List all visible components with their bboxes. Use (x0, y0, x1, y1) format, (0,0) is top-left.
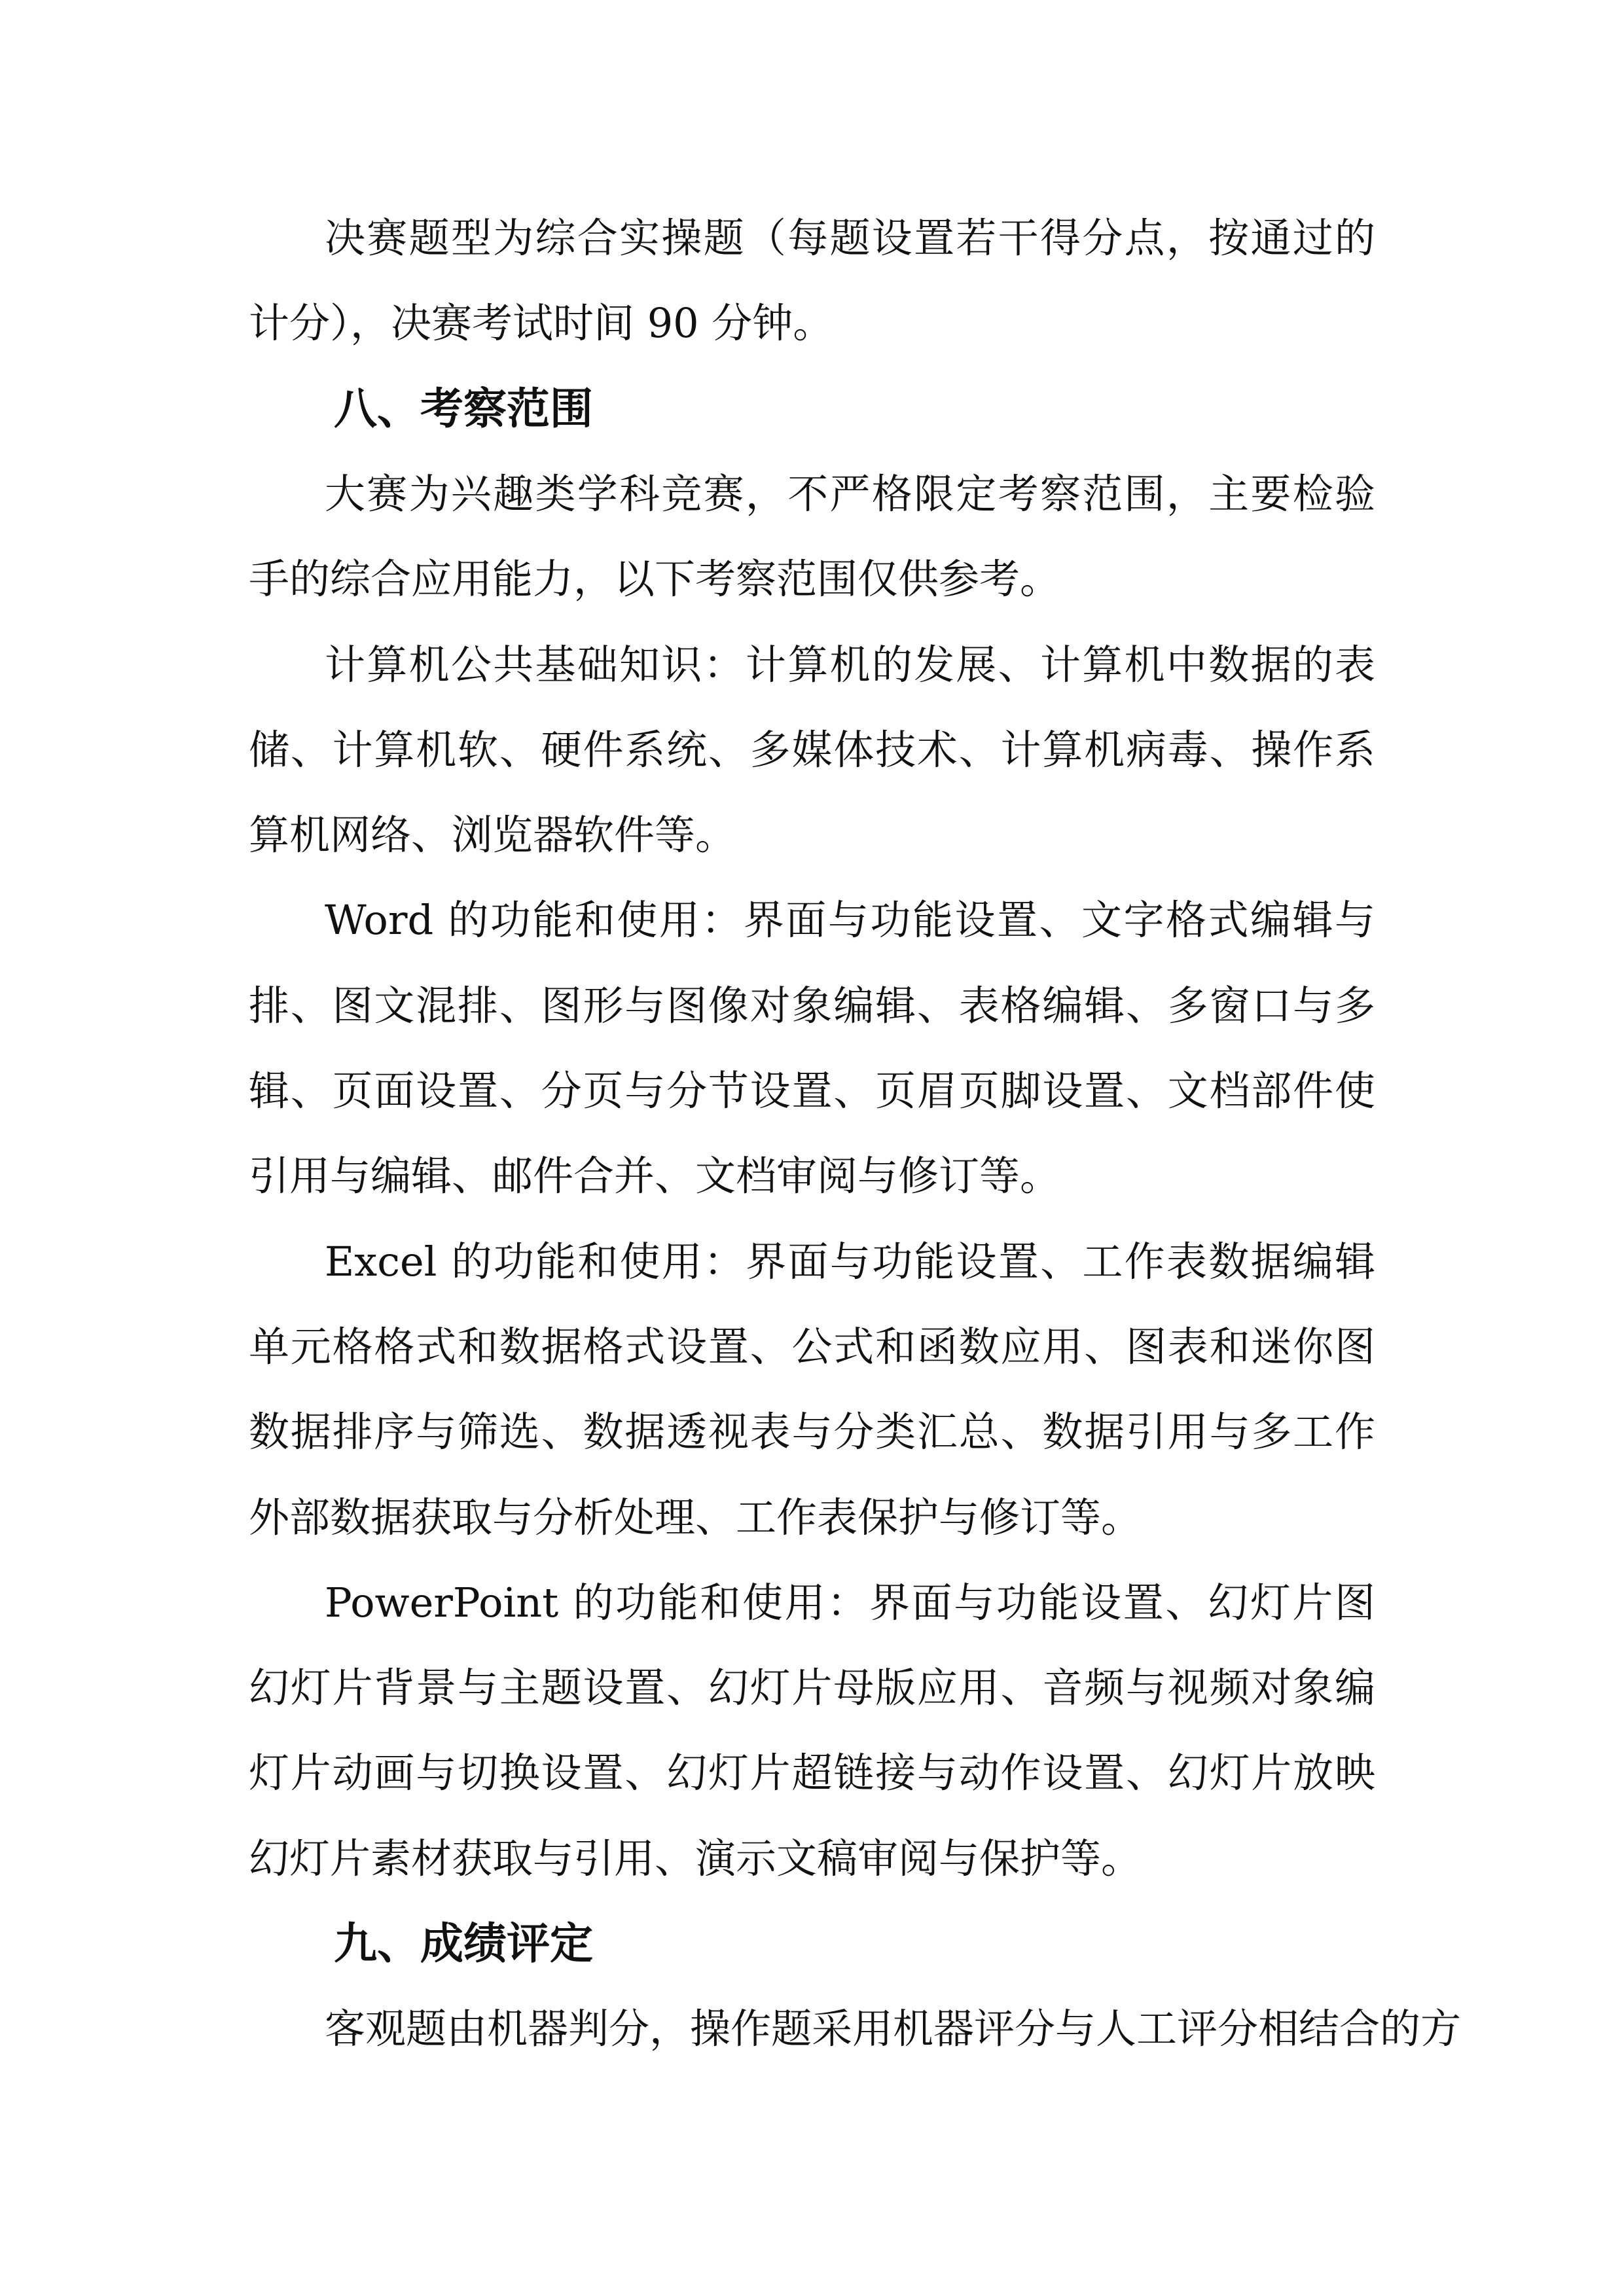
paragraph-line: 储、计算机软、硬件系统、多媒体技术、计算机病毒、操作系 (249, 725, 1375, 774)
paragraph-line: Excel 的功能和使用：界面与功能设置、工作表数据编辑 (325, 1237, 1375, 1285)
paragraph-line: 计算机公共基础知识：计算机的发展、计算机中数据的表 (325, 640, 1375, 689)
paragraph-line: 幻灯片背景与主题设置、幻灯片母版应用、音频与视频对象编 (249, 1664, 1375, 1712)
paragraph-line: 外部数据获取与分析处理、工作表保护与修订等。 (249, 1493, 1142, 1541)
paragraph-line: 辑、页面设置、分页与分节设置、页眉页脚设置、文档部件使 (249, 1067, 1375, 1115)
paragraph-line: 数据排序与筛选、数据透视表与分类汇总、数据引用与多工作 (249, 1408, 1375, 1456)
paragraph-line: Word 的功能和使用：界面与功能设置、文字格式编辑与 (325, 896, 1375, 944)
paragraph-line: 大赛为兴趣类学科竞赛，不严格限定考察范围，主要检验 (325, 469, 1375, 518)
paragraph-line: 灯片动画与切换设置、幻灯片超链接与动作设置、幻灯片放映 (249, 1749, 1375, 1797)
paragraph-line: 决赛题型为综合实操题（每题设置若干得分点，按通过的 (325, 214, 1375, 262)
paragraph-line: 排、图文混排、图形与图像对象编辑、表格编辑、多窗口与多 (249, 981, 1375, 1030)
paragraph-line: 幻灯片素材获取与引用、演示文稿审阅与保护等。 (249, 1834, 1142, 1882)
paragraph-line: 单元格格式和数据格式设置、公式和函数应用、图表和迷你图 (249, 1322, 1375, 1371)
paragraph-line: 手的综合应用能力，以下考察范围仅供参考。 (249, 555, 1061, 603)
paragraph-line: 引用与编辑、邮件合并、文档审阅与修订等。 (249, 1152, 1061, 1200)
paragraph-line: 算机网络、浏览器软件等。 (249, 811, 736, 859)
heading-text: 九、成绩评定 (334, 1918, 593, 1969)
paragraph-line: PowerPoint 的功能和使用：界面与功能设置、幻灯片图 (325, 1578, 1375, 1626)
heading-text: 八、考察范围 (334, 383, 593, 434)
paragraph-line: 计分），决赛考试时间 90 分钟。 (249, 299, 834, 348)
paragraph-line: 客观题由机器判分，操作题采用机器评分与人工评分相结合的方 (325, 2005, 1462, 2053)
